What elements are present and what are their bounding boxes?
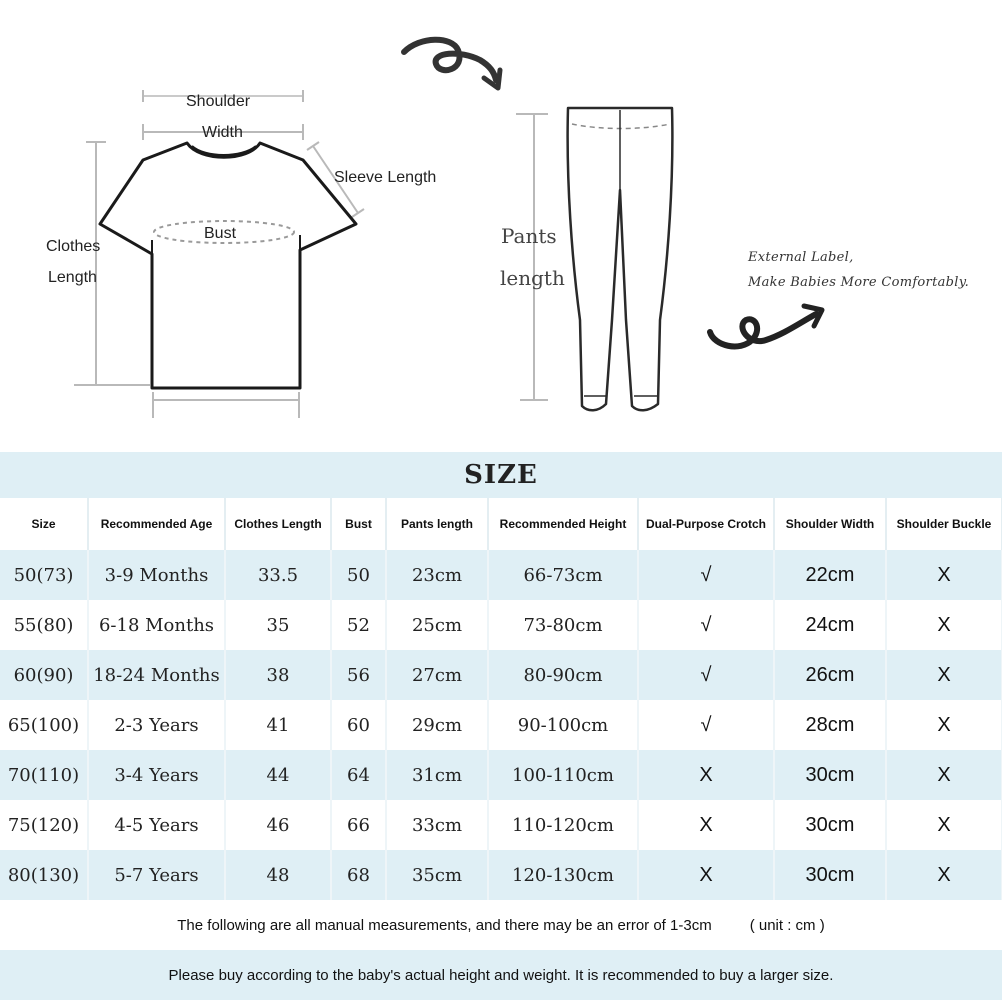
cell-clothes-length: 48	[225, 850, 331, 900]
cell-age: 5-7 Years	[88, 850, 225, 900]
cell-shoulder-width: 30cm	[774, 850, 886, 900]
cell-age: 3-9 Months	[88, 550, 225, 600]
shoulder-label: Shoulder	[186, 93, 251, 110]
cell-crotch: √	[638, 600, 774, 650]
header-bust: Bust	[331, 498, 386, 550]
cell-shoulder-buckle: X	[886, 650, 1002, 700]
curly-arrow-top	[404, 40, 496, 80]
cell-height: 73-80cm	[488, 600, 638, 650]
size-title-band	[0, 452, 1002, 498]
cell-size: 55(80)	[0, 600, 88, 650]
cell-crotch: X	[638, 750, 774, 800]
cell-height: 110-120cm	[488, 800, 638, 850]
cell-height: 90-100cm	[488, 700, 638, 750]
cell-clothes-length: 33.5	[225, 550, 331, 600]
cell-crotch: X	[638, 800, 774, 850]
table-row	[0, 550, 1002, 600]
cell-shoulder-buckle: X	[886, 750, 1002, 800]
cell-height: 100-110cm	[488, 750, 638, 800]
cell-shoulder-buckle: X	[886, 850, 1002, 900]
cell-age: 18-24 Months	[88, 650, 225, 700]
table-header-row	[0, 498, 1002, 550]
cell-pants-length: 31cm	[386, 750, 488, 800]
cell-pants-length: 27cm	[386, 650, 488, 700]
cell-bust: 56	[331, 650, 386, 700]
cell-age: 6-18 Months	[88, 600, 225, 650]
table-row	[0, 700, 1002, 750]
cell-shoulder-buckle: X	[886, 800, 1002, 850]
cell-shoulder-width: 26cm	[774, 650, 886, 700]
pants-label-2: length	[500, 266, 565, 290]
cell-size: 75(120)	[0, 800, 88, 850]
table-row	[0, 600, 1002, 650]
cell-crotch: X	[638, 850, 774, 900]
width-label: Width	[202, 124, 243, 141]
cell-bust: 66	[331, 800, 386, 850]
cell-shoulder-buckle: X	[886, 550, 1002, 600]
buy-note: Please buy according to the baby's actual height and weight. It is recommended to buy a larger size.	[168, 966, 834, 984]
hem-width-measure	[153, 392, 299, 418]
cell-size: 60(90)	[0, 650, 88, 700]
cell-clothes-length: 44	[225, 750, 331, 800]
table-row	[0, 750, 1002, 800]
cell-bust: 68	[331, 850, 386, 900]
cell-clothes-length: 46	[225, 800, 331, 850]
tshirt-outline	[100, 143, 356, 388]
buy-note-bar	[0, 950, 1002, 1000]
cell-age: 3-4 Years	[88, 750, 225, 800]
table-row	[0, 850, 1002, 900]
cell-pants-length: 25cm	[386, 600, 488, 650]
measurement-note-bar	[0, 900, 1002, 950]
header-shoulder-width: Shoulder Width	[774, 498, 886, 550]
cell-size: 65(100)	[0, 700, 88, 750]
cell-shoulder-buckle: X	[886, 700, 1002, 750]
clothes-length-label-1: Clothes	[46, 238, 101, 255]
pants-length-measure	[516, 114, 548, 400]
cell-size: 70(110)	[0, 750, 88, 800]
pants-label-1: Pants	[501, 224, 557, 248]
unit-note: ( unit : cm )	[749, 916, 825, 934]
bust-label: Bust	[204, 225, 237, 242]
header-recommended-height: Recommended Height	[488, 498, 638, 550]
cell-bust: 50	[331, 550, 386, 600]
cell-bust: 60	[331, 700, 386, 750]
cell-pants-length: 33cm	[386, 800, 488, 850]
cell-age: 2-3 Years	[88, 700, 225, 750]
cell-shoulder-buckle: X	[886, 600, 1002, 650]
cell-shoulder-width: 30cm	[774, 750, 886, 800]
header-pants-length: Pants length	[386, 498, 488, 550]
cell-clothes-length: 38	[225, 650, 331, 700]
cell-size: 50(73)	[0, 550, 88, 600]
header-shoulder-buckle: Shoulder Buckle	[886, 498, 1002, 550]
curly-arrow-bottom	[710, 314, 816, 346]
external-label-text-1: External Label,	[748, 250, 854, 265]
cell-pants-length: 29cm	[386, 700, 488, 750]
cell-height: 66-73cm	[488, 550, 638, 600]
size-title: SIZE	[464, 460, 538, 490]
measurement-note: The following are all manual measurements, and there may be an error of 1-3cm	[177, 916, 712, 934]
cell-pants-length: 35cm	[386, 850, 488, 900]
header-dual-purpose-crotch: Dual-Purpose Crotch	[638, 498, 774, 550]
header-clothes-length: Clothes Length	[225, 498, 331, 550]
cell-bust: 64	[331, 750, 386, 800]
cell-crotch: √	[638, 650, 774, 700]
cell-shoulder-width: 30cm	[774, 800, 886, 850]
illustration-area	[0, 0, 1002, 452]
cell-crotch: √	[638, 550, 774, 600]
cell-clothes-length: 41	[225, 700, 331, 750]
header-size: Size	[0, 498, 88, 550]
table-row	[0, 800, 1002, 850]
cell-shoulder-width: 24cm	[774, 600, 886, 650]
cell-height: 120-130cm	[488, 850, 638, 900]
cell-pants-length: 23cm	[386, 550, 488, 600]
sleeve-length-label: Sleeve Length	[334, 169, 437, 186]
clothes-length-label-2: Length	[48, 269, 97, 286]
header-recommended-age: Recommended Age	[88, 498, 225, 550]
cell-size: 80(130)	[0, 850, 88, 900]
table-row	[0, 650, 1002, 700]
cell-clothes-length: 35	[225, 600, 331, 650]
cell-bust: 52	[331, 600, 386, 650]
cell-age: 4-5 Years	[88, 800, 225, 850]
size-table	[0, 498, 1002, 900]
cell-shoulder-width: 28cm	[774, 700, 886, 750]
cell-crotch: √	[638, 700, 774, 750]
cell-height: 80-90cm	[488, 650, 638, 700]
cell-shoulder-width: 22cm	[774, 550, 886, 600]
external-label-text-2: Make Babies More Comfortably.	[748, 275, 970, 290]
